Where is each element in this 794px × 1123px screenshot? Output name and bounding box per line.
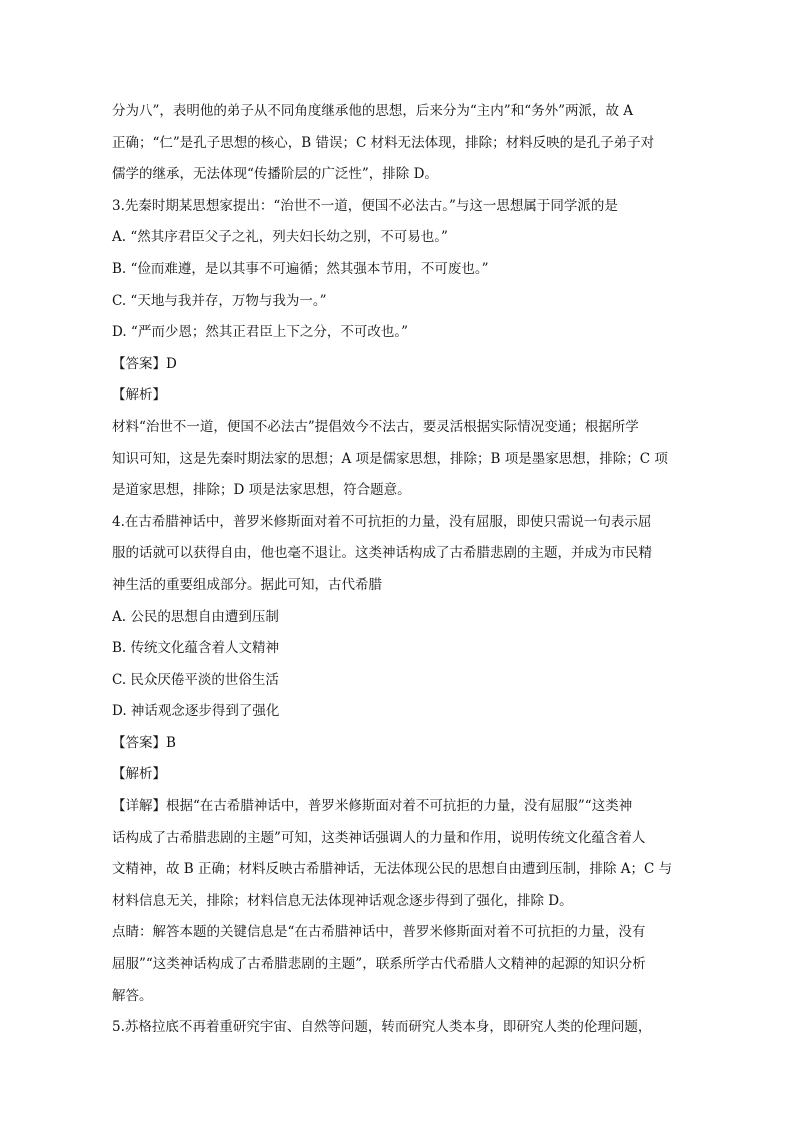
option-a: A. “然其序君臣父子之礼，列夫妇长幼之别，不可易也。”	[112, 229, 448, 246]
text-line: 是道家思想，排除；D 项是法家思想，符合题意。	[112, 482, 411, 499]
option-a: A. 公民的思想自由遭到压制	[112, 608, 279, 625]
text-line: 正确；“仁”是孔子思想的核心，B 错误；C 材料无法体现，排除；材料反映的是孔子弟子对	[112, 134, 655, 151]
question-5-stem: 5.苏格拉底不再着重研究宇宙、自然等问题，转而研究人类本身，即研究人类的伦理问题，	[112, 1019, 652, 1036]
text-line: 材料信息无关，排除；材料信息无法体现神话观念逐步得到了强化，排除 D。	[112, 892, 573, 909]
text-line: 儒学的继承，无法体现“传播阶层的广泛性”，排除 D。	[112, 166, 438, 183]
text-line: 服的话就可以获得自由，他也毫不退让。这类神话构成了古希腊悲剧的主题，并成为市民精	[112, 545, 652, 562]
analysis-label: 【解析】	[112, 387, 166, 404]
text-line: 知识可知，这是先秦时期法家的思想；A 项是儒家思想，排除；B 项是墨家思想，排除；C 项	[112, 450, 668, 467]
text-line: 【详解】根据“在古希腊神话中，普罗米修斯面对着不可抗拒的力量，没有屈服”“这类神	[112, 798, 633, 815]
question-3-stem: 3.先秦时期某思想家提出：“治世不一道，便国不必法古。”与这一思想属于同学派的是	[112, 197, 618, 214]
question-4-stem: 4.在古希腊神话中，普罗米修斯面对着不可抗拒的力量，没有屈服，即使只需说一句表示屈	[112, 513, 652, 530]
text-line: 神生活的重要组成部分。据此可知，古代希腊	[112, 576, 382, 593]
answer-label: 【答案】B	[112, 734, 176, 751]
text-line: 文精神，故 B 正确；材料反映古希腊神话，无法体现公民的思想自由遭到压制，排除 A；C 与	[112, 861, 673, 878]
answer-label: 【答案】D	[112, 355, 177, 372]
option-c: C. 民众厌倦平淡的世俗生活	[112, 671, 279, 688]
option-d: D. 神话观念逐步得到了强化	[112, 703, 280, 720]
text-line: 材料“治世不一道，便国不必法古”提倡效今不法古，要灵活根据实际情况变通；根据所学	[112, 418, 639, 435]
text-line: 点睛：解答本题的关键信息是“在古希腊神话中，普罗米修斯面对着不可抗拒的力量，没有	[112, 924, 646, 941]
option-d: D. “严而少恩；然其正君臣上下之分，不可改也。”	[112, 324, 408, 341]
text-line: 屈服”“这类神话构成了古希腊悲剧的主题”，联系所学古代希腊人文精神的起源的知识分析	[112, 956, 646, 973]
text-line: 解答。	[112, 987, 153, 1004]
analysis-label: 【解析】	[112, 766, 166, 783]
option-b: B. 传统文化蕴含着人文精神	[112, 640, 280, 657]
text-line: 分为八”，表明他的弟子从不同角度继承他的思想，后来分为“主内”和“务外”两派，故 A	[112, 103, 634, 119]
option-c: C. “天地与我并存，万物与我为一。”	[112, 292, 327, 309]
document-page	[112, 96, 692, 1044]
text-line: 话构成了古希腊悲剧的主题”可知，这类神话强调人的力量和作用，说明传统文化蕴含着人	[112, 829, 646, 846]
option-b: B. “俭而难遵，是以其事不可遍循；然其强本节用，不可废也。”	[112, 260, 489, 277]
